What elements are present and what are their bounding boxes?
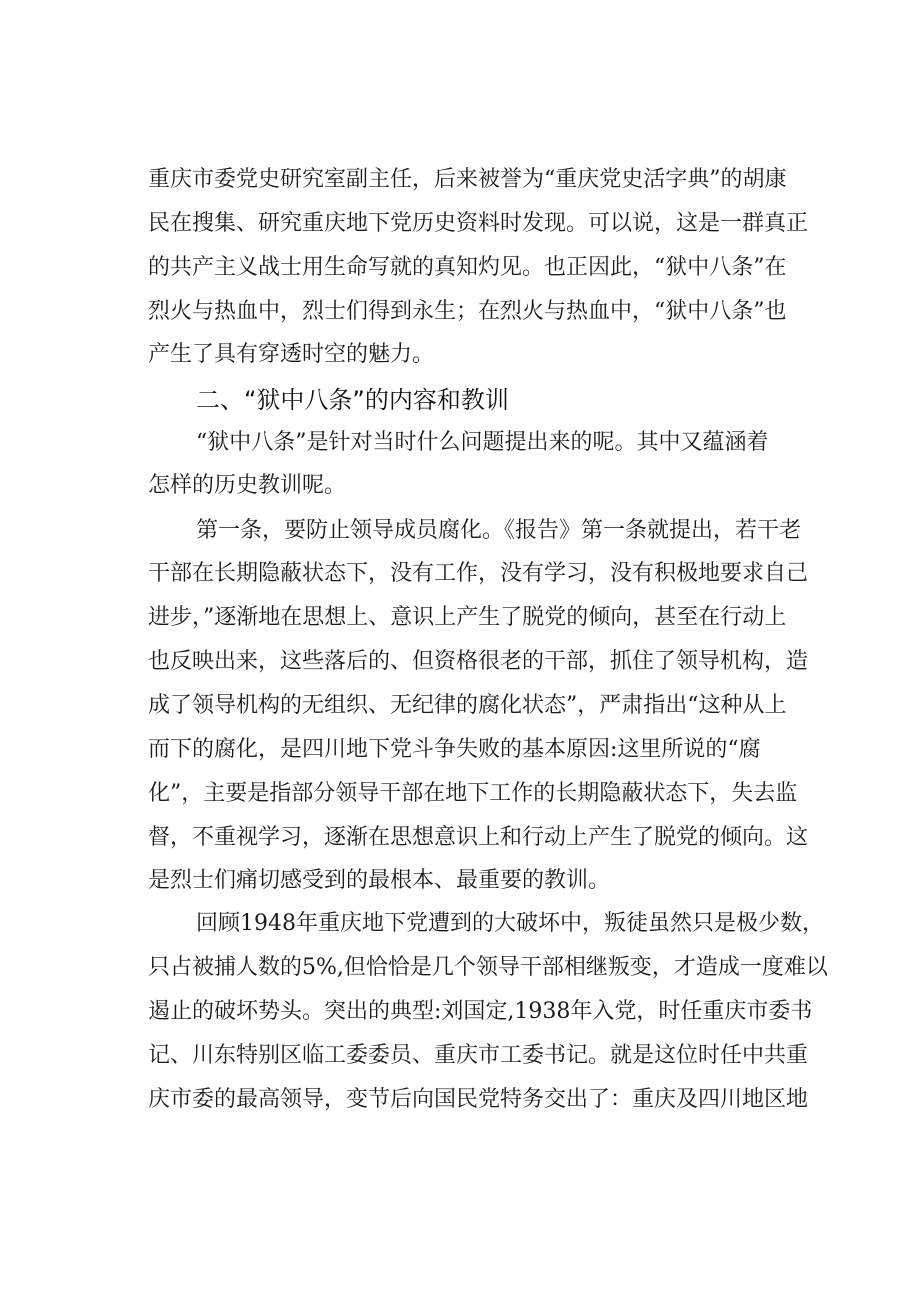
- text-line: 第一条，要防止领导成员腐化。《报告》第一条就提出，若干老: [196, 518, 802, 543]
- text-line: 怎样的历史教训呢。: [148, 473, 347, 498]
- text-line: 遏止的破坏势头。突出的典型:刘国定,1938年入党，时任重庆市委书: [148, 999, 813, 1024]
- text-line: 的共产主义战士用生命写就的真知灼见。也正因此，“狱中八条”在: [148, 255, 787, 280]
- text-line: 庆市委的最高领导，变节后向国民党特务交出了：重庆及四川地区地: [148, 1087, 809, 1112]
- text-line: 化”，主要是指部分领导干部在地下工作的长期隐蔽状态下，失去监: [148, 781, 798, 806]
- text-line: 烈火与热血中，烈士们得到永生；在烈火与热血中，“狱中八条”也: [148, 299, 787, 324]
- text-line: 回顾1948年重庆地下党遭到的大破坏中，叛徒虽然只是极少数，: [196, 911, 824, 936]
- section-heading: 二、“狱中八条”的内容和教训: [196, 386, 509, 414]
- text-line: 成了领导机构的无组织、无纪律的腐化状态”，严肃指出“这种从上: [148, 693, 787, 718]
- text-line: 进步，”逐渐地在思想上、意识上产生了脱党的倾向，甚至在行动上: [148, 605, 787, 630]
- text-line: 是烈士们痛切感受到的最根本、最重要的教训。: [148, 868, 611, 893]
- text-line: 而下的腐化，是四川地下党斗争失败的基本原因:这里所说的“腐: [148, 737, 761, 762]
- text-line: 只占被捕人数的5%,但恰恰是几个领导干部相继叛变，才造成一度难以: [148, 955, 828, 980]
- text-line: 干部在长期隐蔽状态下，没有工作，没有学习，没有积极地要求自己: [148, 561, 809, 586]
- text-line: 民在搜集、研究重庆地下党历史资料时发现。可以说，这是一群真正: [148, 211, 809, 236]
- text-line: 产生了具有穿透时空的魅力。: [148, 342, 435, 367]
- text-line: 重庆市委党史研究室副主任，后来被誉为“重庆党史活字典”的胡康: [148, 167, 787, 192]
- text-line: 也反映出来，这些落后的、但资格很老的干部，抓住了领导机构，造: [148, 649, 809, 674]
- text-line: 督，不重视学习，逐渐在思想意识上和行动上产生了脱党的倾向。这: [148, 825, 809, 850]
- text-line: “狱中八条”是针对当时什么问题提出来的呢。其中又蕴涵着: [196, 430, 769, 455]
- text-line: 记、川东特别区临工委委员、重庆市工委书记。就是这位时任中共重: [148, 1043, 809, 1068]
